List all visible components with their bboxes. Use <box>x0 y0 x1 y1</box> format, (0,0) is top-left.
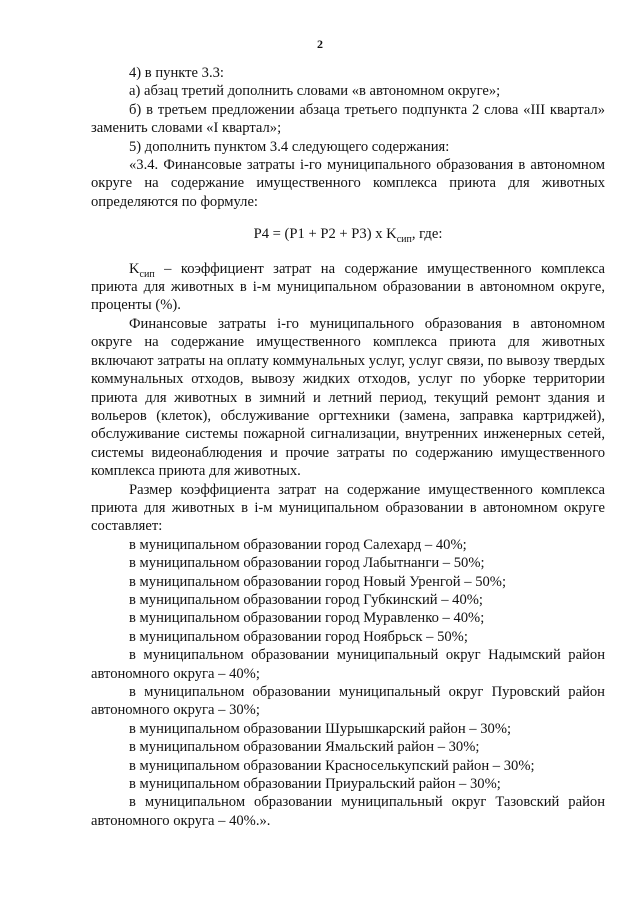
list-item: в муниципальном образовании город Новый Уренгой – 50%; <box>129 573 507 590</box>
costs-paragraph: Финансовые затраты i-го муниципального образования в автономном округе на содержание имущественного комплекса приюта для животных включают затраты на оплату коммунальных услуг, услуг связи, по вывозу твердых коммунальных отходов, вывозу жидких отходов, услуг по уборке территории приюта для животных в зимний и летний период, текущий ремонт здания и вольеров (клеток), обслуживание оргтехники (замена, заправка картриджей), обслуживание системы пожарной сигнализации, внутренних инженерных сетей, системы видеонаблюдения и прочие затраты по содержанию имущественного комплекса приюта для животных. <box>91 315 605 480</box>
document-body <box>91 64 605 830</box>
list-item: в муниципальном образовании Красноселькупский район – 30%; <box>129 757 535 774</box>
list-item: в муниципальном образовании Приуральский район – 30%; <box>129 776 501 793</box>
formula-main: P4 = (P1 + P2 + P3) x K <box>253 226 397 243</box>
list-item: в муниципальном образовании муниципальный округ Тазовский район автономного округа – 40%.». <box>91 794 605 829</box>
coefficient-size-paragraph: Размер коэффициента затрат на содержание имущественного комплекса приюта для животных в i-м муниципальном образовании в автономном округе составляет: <box>91 481 605 535</box>
amendment-item-4b: б) в третьем предложении абзаца третьего подпункта 2 слова «III квартал» заменить словами «I квартал»; <box>91 101 605 137</box>
list-item: в муниципальном образовании Шурышкарский район – 30%; <box>129 720 512 737</box>
amendment-item-4: 4) в пункте 3.3: <box>129 65 224 81</box>
coefficient-text: – коэффициент затрат на содержание имущественного комплекса приюта для животных в i-м муниципальном образовании в автономном округе, проценты (%). <box>91 260 605 314</box>
clause-3-4-intro: «3.4. Финансовые затраты i-го муниципального образования в автономном округе на содержание имущественного комплекса приюта для животных определяются по формуле: <box>91 157 605 210</box>
formula <box>91 225 605 246</box>
amendment-item-5: 5) дополнить пунктом 3.4 следующего содержания: <box>129 138 450 155</box>
list-item: в муниципальном образовании муниципальный округ Надымский район автономного округа – 40%; <box>91 647 605 682</box>
amendment-item-4a: а) абзац третий дополнить словами «в автономном округе»; <box>129 83 501 100</box>
page-number: 2 <box>317 37 323 51</box>
list-item: в муниципальном образовании Ямальский район – 30%; <box>129 739 480 756</box>
formula-subscript: сип <box>396 234 412 246</box>
list-item: в муниципальном образовании город Губкинский – 40%; <box>129 591 483 608</box>
list-item: в муниципальном образовании город Ноябрьск – 50%; <box>129 628 468 645</box>
list-item: в муниципальном образовании город Салехард – 40%; <box>129 536 467 553</box>
formula-tail: , где: <box>411 226 443 243</box>
list-item: в муниципальном образовании город Лабытнанги – 50%; <box>129 555 485 572</box>
coefficient-subscript: сип <box>139 268 155 280</box>
list-item: в муниципальном образовании город Муравленко – 40%; <box>129 610 485 627</box>
coefficient-definition <box>91 260 605 315</box>
coefficient-symbol: K <box>129 260 140 277</box>
list-item: в муниципальном образовании муниципальный округ Пуровский район автономного округа – 30%; <box>91 684 605 719</box>
